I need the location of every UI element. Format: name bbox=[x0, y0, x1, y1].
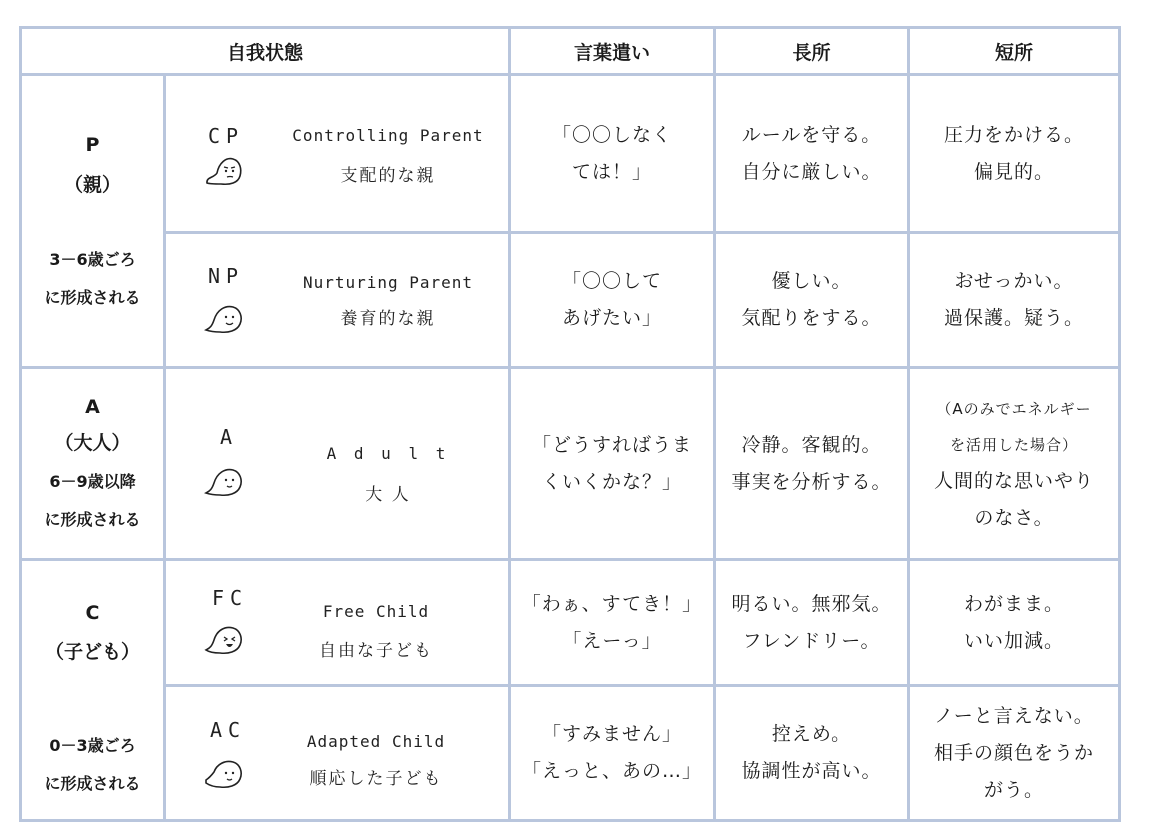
strengths-cell bbox=[716, 369, 907, 558]
group-age: に形成される bbox=[44, 774, 141, 793]
words-line: 「どうすればうま bbox=[531, 433, 692, 456]
strengths-line: 優しい。 bbox=[771, 270, 852, 292]
ego-japanese-name: 順応した子ども bbox=[309, 769, 443, 789]
weaknesses-cell bbox=[910, 234, 1118, 366]
ego-japanese-name: 自由な子ども bbox=[319, 641, 433, 661]
strengths-cell bbox=[716, 76, 907, 231]
group-age: 3－6歳ごろ bbox=[49, 250, 136, 269]
group-age: 6－9歳以降 bbox=[49, 472, 136, 491]
weaknesses-line: 圧力をかける。 bbox=[943, 123, 1084, 146]
ghost-happy-icon bbox=[204, 622, 244, 656]
weaknesses-line: おせっかい。 bbox=[954, 270, 1074, 292]
strengths-line: 明るい。無邪気。 bbox=[731, 592, 892, 615]
ego-english-name: Adapted Child bbox=[306, 732, 446, 751]
words-cell bbox=[511, 234, 713, 366]
strengths-line: 冷静。客観的。 bbox=[741, 433, 882, 456]
header-words: 言葉遣い bbox=[573, 41, 650, 64]
ego-abbr: CP bbox=[208, 124, 245, 148]
ego-abbr: NP bbox=[208, 264, 245, 288]
group-name: （大人） bbox=[54, 432, 131, 454]
words-line: あげたい」 bbox=[561, 307, 662, 329]
words-line: 「すみません」 bbox=[541, 723, 682, 745]
weaknesses-line: 人間的な思いやり bbox=[933, 469, 1094, 492]
ego-english-name: Free Child bbox=[322, 602, 430, 621]
strengths-line: 事実を分析する。 bbox=[731, 470, 892, 493]
weaknesses-cell bbox=[910, 687, 1118, 819]
group-name: （子ども） bbox=[44, 641, 140, 663]
words-line: 「わぁ、すてき！」 bbox=[521, 592, 703, 615]
ego-abbr: FC bbox=[212, 586, 249, 610]
weaknesses-line: 過保護。疑う。 bbox=[943, 307, 1084, 329]
words-cell bbox=[511, 369, 713, 558]
strengths-cell bbox=[716, 687, 907, 819]
weaknesses-note: （Aのみでエネルギー bbox=[936, 399, 1092, 418]
weaknesses-line: のなさ。 bbox=[974, 506, 1054, 529]
header-strengths: 長所 bbox=[792, 41, 831, 64]
group-column-divider bbox=[163, 73, 166, 822]
weaknesses-line: わがまま。 bbox=[963, 592, 1064, 615]
ego-japanese-name: 大 人 bbox=[365, 485, 411, 505]
strengths-cell bbox=[716, 561, 907, 684]
words-line: 「えーっ」 bbox=[562, 629, 662, 652]
ghost-timid-icon bbox=[204, 756, 244, 790]
words-line: ては！」 bbox=[571, 160, 652, 183]
ego-english-name: Nurturing Parent bbox=[302, 273, 474, 292]
ghost-stern-icon bbox=[204, 153, 244, 187]
strengths-line: フレンドリー。 bbox=[742, 629, 881, 652]
ghost-gentle-icon bbox=[204, 300, 244, 334]
header-ego-state: 自我状態 bbox=[226, 41, 303, 64]
header-weaknesses: 短所 bbox=[994, 41, 1033, 64]
ego-abbr: AC bbox=[210, 718, 247, 742]
group-letter: C bbox=[85, 602, 100, 624]
group-letter: A bbox=[85, 396, 100, 418]
words-line: 「〇〇して bbox=[561, 270, 662, 292]
ego-japanese-name: 養育的な親 bbox=[340, 309, 436, 329]
strengths-cell bbox=[716, 234, 907, 366]
weaknesses-cell bbox=[910, 561, 1118, 684]
strengths-line: 自分に厳しい。 bbox=[741, 160, 882, 183]
weaknesses-note: を活用した場合） bbox=[949, 435, 1078, 454]
words-cell bbox=[511, 561, 713, 684]
ego-abbr: A bbox=[220, 425, 239, 449]
group-age: に形成される bbox=[44, 288, 141, 307]
words-line: 「〇〇しなく bbox=[551, 123, 672, 146]
weaknesses-cell bbox=[910, 369, 1118, 558]
group-age: に形成される bbox=[44, 510, 141, 529]
ghost-neutral-icon bbox=[204, 463, 244, 497]
words-cell bbox=[511, 76, 713, 231]
ego-english-name: A d u l t bbox=[326, 444, 450, 463]
strengths-line: 気配りをする。 bbox=[741, 307, 882, 329]
words-cell bbox=[511, 687, 713, 819]
strengths-line: 控えめ。 bbox=[771, 723, 852, 745]
ego-english-name: Controlling Parent bbox=[292, 126, 484, 145]
group-name: （親） bbox=[63, 174, 121, 196]
strengths-line: 協調性が高い。 bbox=[741, 760, 882, 782]
ego-japanese-name: 支配的な親 bbox=[340, 166, 436, 186]
weaknesses-cell bbox=[910, 76, 1118, 231]
weaknesses-line: いい加減。 bbox=[963, 629, 1064, 652]
weaknesses-line: 相手の顔色をうか bbox=[933, 741, 1094, 764]
weaknesses-line: 偏見的。 bbox=[973, 160, 1054, 183]
words-line: くいくかな？」 bbox=[541, 470, 682, 493]
group-letter: P bbox=[85, 134, 100, 156]
weaknesses-line: がう。 bbox=[983, 778, 1044, 801]
weaknesses-line: ノーと言えない。 bbox=[934, 704, 1094, 727]
group-age: 0－3歳ごろ bbox=[49, 736, 136, 755]
words-line: 「えっと、あの…」 bbox=[521, 760, 702, 782]
strengths-line: ルールを守る。 bbox=[741, 123, 882, 146]
